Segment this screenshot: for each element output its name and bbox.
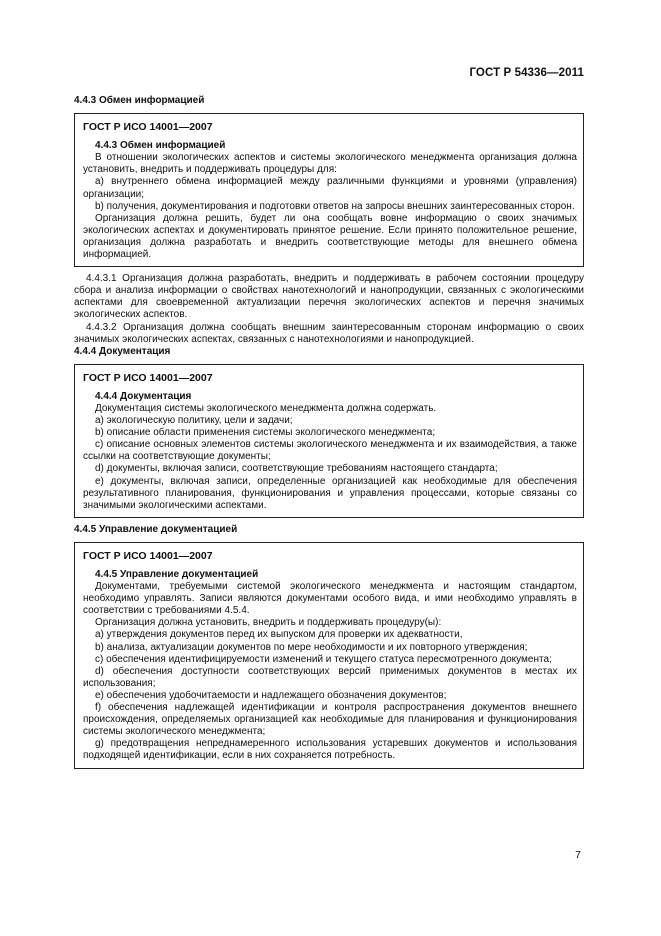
quote-list-item: e) обеспечения удобочитаемости и надлежащего обозначения документов;	[95, 689, 447, 701]
quote-list-item: f) обеспечения надлежащей идентификации и контроля распространения документов внешнего происхождения, определяемых организацией как необходимые для планирования и функционирования системы экологического менеджмента;	[83, 702, 577, 738]
quote-list-item: a) экологическую политику, цели и задачи;	[95, 415, 293, 427]
quote-list-item: d) документы, включая записи, соответствующие требованиям настоящего стандарта;	[95, 463, 498, 475]
quote-list-item: d) обеспечения доступности соответствующих версий применимых документов в местах их использования;	[83, 665, 577, 689]
quote-paragraph: Организация должна решить, будет ли она сообщать вовне информацию о своих значимых экологических аспектах и документировать принятое решение. Если принято положительное решение, организация должна разработать и внедрить соответствующие методы для внешнего обмена информацией.	[83, 212, 577, 261]
quote-list-item: c) описание основных элементов системы экологического менеджмента и их взаимодействия, а также ссылки на соответствующие документы;	[83, 439, 577, 463]
quote-heading: 4.4.4 Документация	[95, 390, 192, 402]
quote-list-item: c) обеспечения идентифицируемости изменений и текущего статуса пересмотренного документа;	[95, 653, 552, 665]
document-id: ГОСТ Р 54336—2011	[469, 67, 584, 79]
quote-list-item: e) документы, включая записи, определенные организацией как необходимые для обеспечения результативного планирования, функционирования и управления процессами, которые связаны со значимыми экологическими аспектами.	[83, 475, 577, 511]
quote-box-4-4-4	[74, 364, 584, 518]
clause-4-4-3-1: 4.4.3.1 Организация должна разработать, внедрить и поддерживать в рабочем состоянии процедуру сбора и анализа информации о свойствах нанотехнологий и нанопродукции, связанных с экологическими аспектами для своевременной актуализации перечня экологических аспектов и перечня значимых экологических аспектов.	[74, 273, 584, 321]
quote-paragraph: Документация системы экологического менеджмента должна содержать.	[95, 402, 437, 414]
page-content	[74, 95, 584, 775]
quote-standard-ref: ГОСТ Р ИСО 14001—2007	[83, 121, 213, 134]
quote-box-4-4-3	[74, 113, 584, 267]
quote-list-item: b) описание области применения системы экологического менеджмента;	[95, 427, 436, 439]
quote-standard-ref: ГОСТ Р ИСО 14001—2007	[83, 549, 213, 562]
quote-list-item: a) утверждения документов перед их выпуском для проверки их адекватности,	[95, 629, 463, 641]
section-heading-4-4-4: 4.4.4 Документация	[74, 345, 171, 357]
quote-box-4-4-5	[74, 542, 584, 769]
section-heading-4-4-5: 4.4.5 Управление документацией	[74, 523, 238, 535]
page-number: 7	[575, 849, 581, 861]
quote-standard-ref: ГОСТ Р ИСО 14001—2007	[83, 371, 213, 384]
quote-paragraph: Организация должна установить, внедрить и поддерживать процедуру(ы):	[95, 617, 442, 629]
quote-paragraph: В отношении экологических аспектов и системы экологического менеджмента организация должна установить, внедрить и поддерживать процедуры для:	[83, 152, 577, 176]
quote-list-item: a) внутреннего обмена информацией между различными функциями и уровнями (управления) организации;	[83, 176, 577, 200]
section-heading-4-4-3: 4.4.3 Обмен информацией	[74, 95, 205, 106]
quote-heading: 4.4.3 Обмен информацией	[95, 140, 226, 152]
quote-list-item: b) получения, документирования и подготовки ответов на запросы внешних заинтересованных сторон.	[95, 200, 575, 212]
quote-heading: 4.4.5 Управление документацией	[95, 569, 259, 580]
quote-list-item: b) анализа, актуализации документов по мере необходимости и их повторного утверждения;	[95, 641, 528, 653]
clause-4-4-3-2: 4.4.3.2 Организация должна сообщать внешним заинтересованным сторонам информацию о своих значимых экологических аспектах, связанных с нанотехнологиями и нанопродукцией.	[74, 321, 584, 345]
quote-list-item: g) предотвращения непреднамеренного использования устаревших документов и использования подходящей идентификации, если в них сохраняется потребность.	[83, 738, 577, 762]
quote-paragraph: Документами, требуемыми системой экологического менеджмента и настоящим стандартом, необходимо управлять. Записи являются документами особого вида, и ими необходимо управлять в соответствии с требованиями 4.5.4.	[83, 581, 577, 617]
